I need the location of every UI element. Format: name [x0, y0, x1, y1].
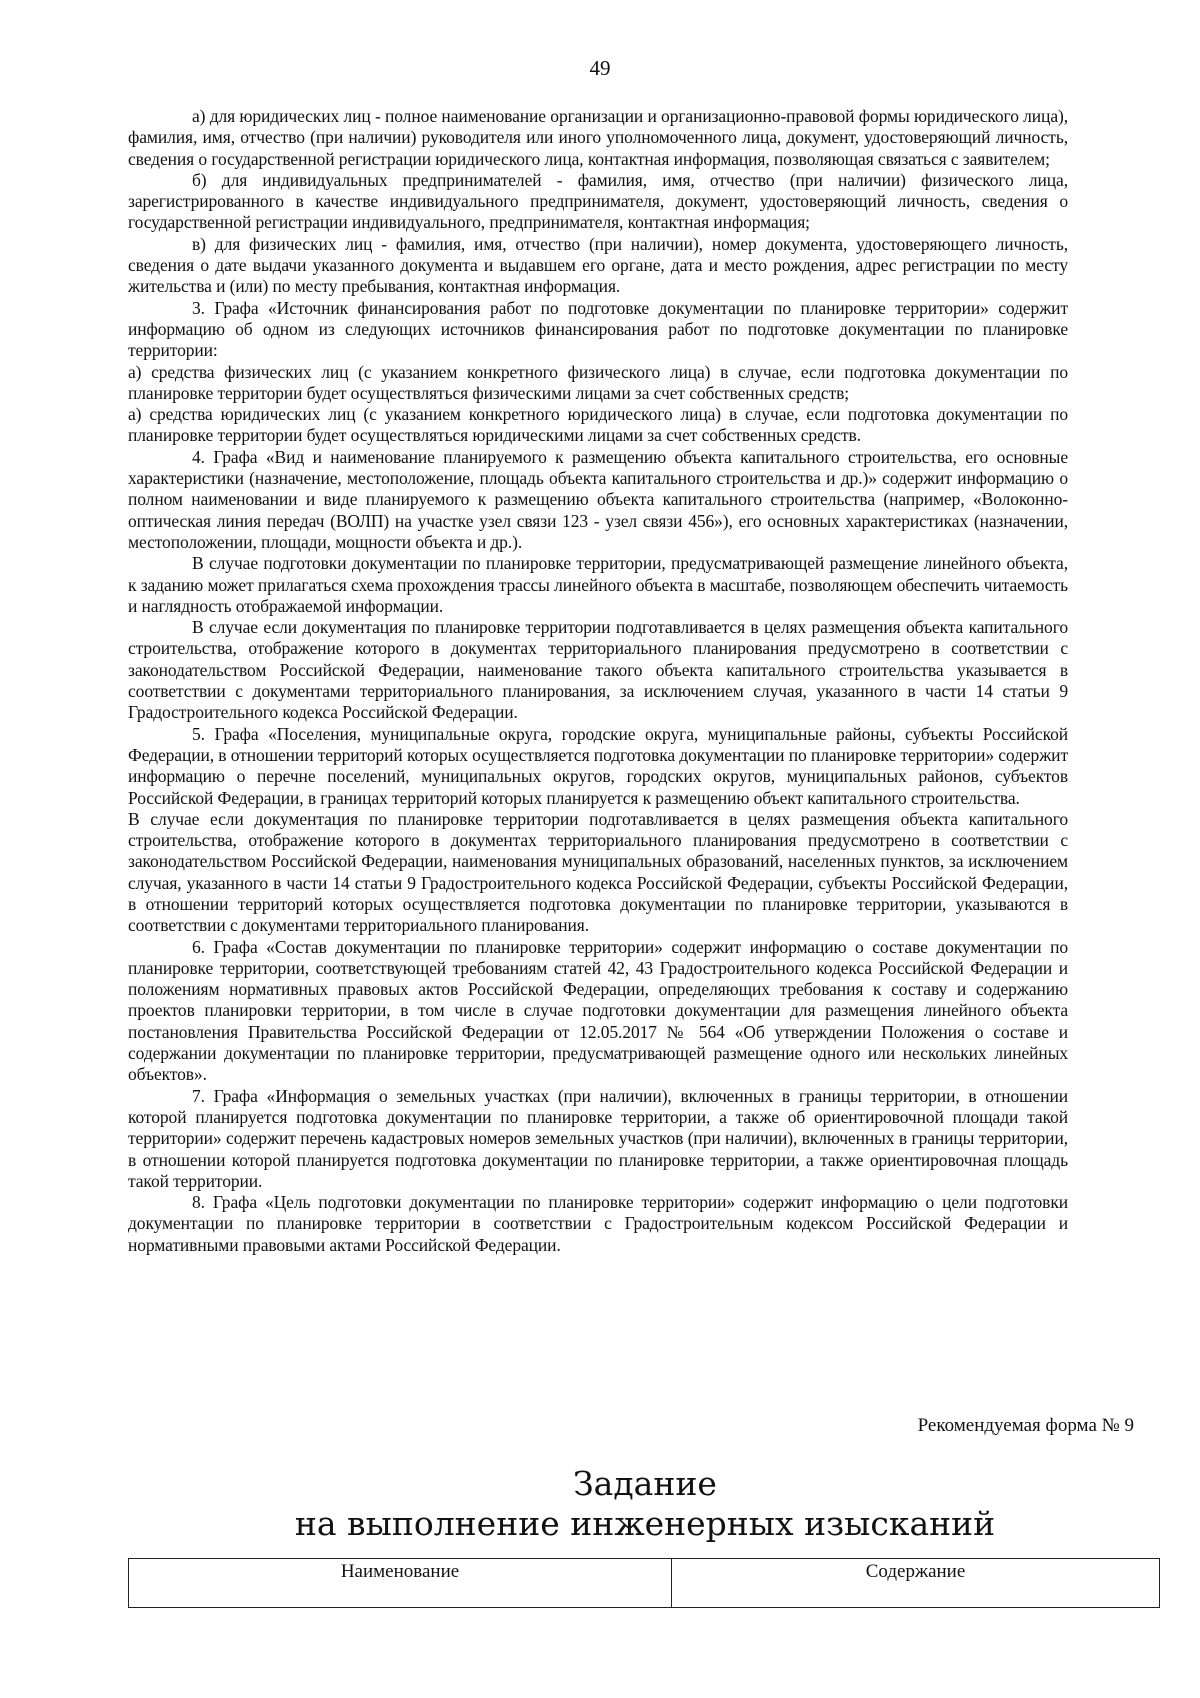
form-subtitle: на выполнение инженерных изысканий [294, 1504, 996, 1543]
paragraph-legal-entities: а) для юридических лиц - полное наименование организации и организационно-правовой формы юридического лица), фамилия, имя, отчество (при наличии) руководителя или иного уполномоченного лица, документ, удостоверяющий личность, сведения о государственной регистрации юридического лица, контактная информация, позволяющая связаться с заявителем; [128, 106, 1068, 169]
paragraph-item-6: 6. Графа «Состав документации по планировке территории» содержит информацию о составе документации по планировке территории, соответствующей требованиям статей 42, 43 Градостроительного кодекса Российской Федерации и положениям нормативных правовых актов Российской Федерации, определяющих требования к составу и содержанию проектов планировки территории, в том числе в случае подготовки документации для размещения линейного объекта постановления Правительства Российской Федерации от 12.05.2017 № 564 «Об утверждении Положения о составе и содержании документации по планировке территории, предусматривающей размещение одного или нескольких линейных объектов». [128, 936, 1068, 1085]
form-title: Задание [573, 1464, 717, 1503]
paragraph-item-8: 8. Графа «Цель подготовки документации по планировке территории» содержит информацию о цели подготовки документации по планировке территории в соответствии с Градостроительным кодексом Российской Федерации и нормативными правовыми актами Российской Федерации. [128, 1192, 1068, 1255]
table-header-row [129, 1559, 1160, 1608]
page-number: 49 [589, 56, 611, 80]
paragraph-item-5-planning: В случае если документация по планировке территории подготавливается в целях размещения объекта капитального строительства, отображение которого в документах территориального планирования предусмотрено в соответствии с законодательством Российской Федерации, наименования муниципальных образований, населенных пунктов, за исключением случая, указанного в части 14 статьи 9 Градостроительного кодекса Российской Федерации, субъекты Российской Федерации, в отношении территорий которых осуществляется подготовка документации по планировке территории, указываются в соответствии с документами территориального планирования. [128, 808, 1068, 936]
paragraph-individuals: в) для физических лиц - фамилия, имя, отчество (при наличии), номер документа, удостоверяющего личность, сведения о дате выдачи указанного документа и выдавшем его органе, дата и место рождения, адрес регистрации по месту жительства и (или) по месту пребывания, контактная информация. [128, 233, 1068, 297]
paragraph-item-3: 3. Графа «Источник финансирования работ по подготовке документации по планировке территории» содержит информацию об одном из следующих источников финансирования работ по подготовке документации по планировке территории: [128, 297, 1068, 361]
recommended-form-label: Рекомендуемая форма № 9 [917, 1415, 1134, 1436]
paragraph-item-4-linear: В случае подготовки документации по планировке территории, предусматривающей размещение линейного объекта, к заданию может прилагаться схема прохождения трассы линейного объекта в масштабе, позволяющем обеспечить читаемость и наглядность отображаемой информации. [128, 553, 1068, 616]
paragraph-item-4-planning: В случае если документация по планировке территории подготавливается в целях размещения объекта капитального строительства, отображение которого в документах территориального планирования предусмотрено в соответствии с законодательством Российской Федерации, наименование такого объекта капитального строительства указывается в соответствии с документами территориального планирования, за исключением случая, указанного в части 14 статьи 9 Градостроительного кодекса Российской Федерации. [128, 617, 1068, 723]
assignment-table [128, 1558, 1160, 1608]
paragraph-item-7: 7. Графа «Информация о земельных участках (при наличии), включенных в границы территории, в отношении которой планируется подготовка документации по планировке территории, а также об ориентировочной площади такой территории» содержит перечень кадастровых номеров земельных участков (при наличии), включенных в границы территории, в отношении которой планируется подготовка документации по планировке территории, а также ориентировочная площадь такой территории. [128, 1085, 1068, 1191]
paragraph-item-5: 5. Графа «Поселения, муниципальные округа, городские округа, муниципальные районы, субъекты Российской Федерации, в отношении территорий которых осуществляется подготовка документации по планировке территории» содержит информацию о перечне поселений, муниципальных округов, городских округов, муниципальных районов, субъектов Российской Федерации, в границах территорий которых планируется к размещению объект капитального строительства. [128, 723, 1068, 808]
paragraph-item-3a: а) средства физических лиц (с указанием конкретного физического лица) в случае, если подготовка документации по планировке территории будет осуществляться физическими лицами за счет собственных средств; [128, 361, 1068, 403]
document-body [128, 106, 1068, 1256]
table-header-name: Наименование [129, 1559, 672, 1608]
paragraph-individual-entrepreneurs: б) для индивидуальных предпринимателей - фамилия, имя, отчество (при наличии) физического лица, зарегистрированного в качестве индивидуального предпринимателя, документ, удостоверяющий личность, сведения о государственной регистрации индивидуального, предпринимателя, контактная информация; [128, 169, 1068, 233]
paragraph-item-3a-legal: а) средства юридических лиц (с указанием конкретного юридического лица) в случае, если подготовка документации по планировке территории будет осуществляться юридическими лицами за счет собственных средств. [128, 404, 1068, 446]
table-header-content: Содержание [672, 1559, 1160, 1608]
paragraph-item-4: 4. Графа «Вид и наименование планируемого к размещению объекта капитального строительства, его основные характеристики (назначение, местоположение, площадь объекта капитального строительства и др.)» содержит информацию о полном наименовании и виде планируемого к размещению объекта капитального строительства (например, «Волоконно-оптическая линия передач (ВОЛП) на участке узел связи 123 - узел связи 456»), его основных характеристиках (назначении, местоположении, площади, мощности объекта и др.). [128, 446, 1068, 552]
